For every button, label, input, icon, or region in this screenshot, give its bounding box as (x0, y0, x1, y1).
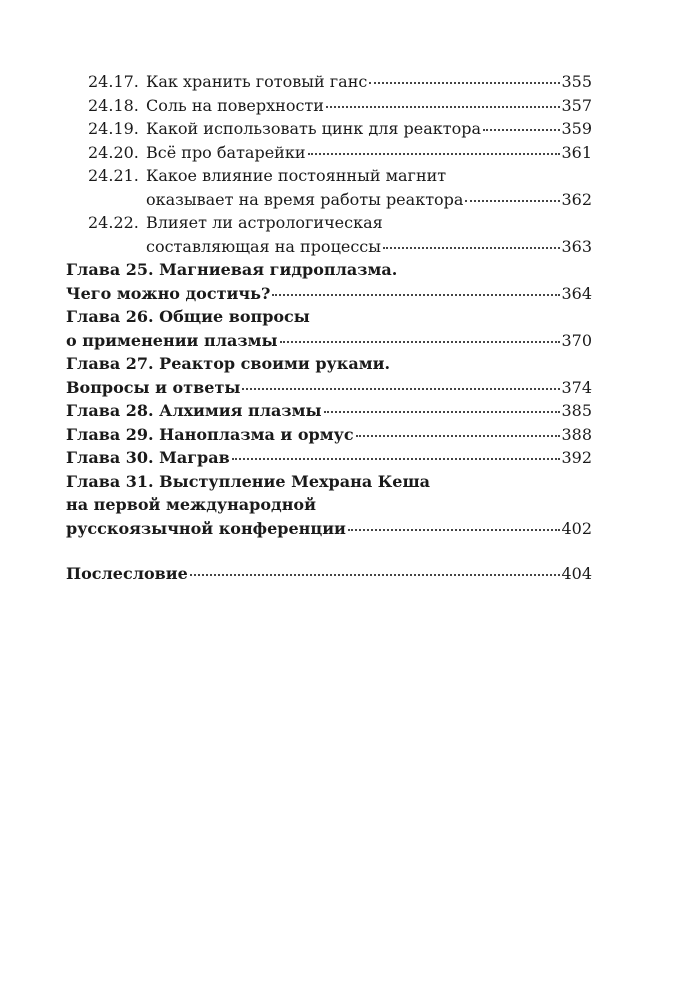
chapter-title-line: Чего можно достичь? (66, 283, 271, 303)
section-number: 24.17. (88, 72, 139, 91)
toc-entry-24-21[interactable] (66, 164, 592, 211)
toc-entry-afterword[interactable] (66, 562, 592, 586)
page-number: 388 (561, 424, 592, 444)
section-number: 24.21. (88, 166, 139, 185)
chapter-title: Глава 28. Алхимия плазмы (66, 401, 322, 420)
page-number: 374 (561, 377, 592, 397)
toc-entry-chapter-25[interactable] (66, 258, 592, 305)
chapter-title-line: русскоязычной конференции (66, 518, 346, 538)
chapter-title-line: Глава 27. Реактор своими руками. (66, 354, 391, 373)
dot-leader (348, 529, 561, 531)
page-number: 362 (561, 189, 592, 209)
section-title: Всё про батарейки (146, 142, 306, 162)
section-number: 24.20. (88, 142, 139, 162)
dot-leader (324, 411, 561, 413)
section-title: Какой использовать цинк для реактора (146, 119, 482, 138)
page-number: 361 (561, 142, 592, 162)
dot-leader (272, 294, 560, 296)
dot-leader (356, 435, 561, 437)
page-number: 355 (561, 72, 592, 91)
section-title: Соль на поверхности (146, 95, 324, 115)
toc-entry-24-20[interactable] (66, 141, 592, 165)
dot-leader (308, 153, 561, 155)
toc-entry-chapter-28[interactable] (66, 399, 592, 423)
toc-entry-24-22[interactable] (66, 211, 592, 258)
dot-leader (483, 129, 560, 131)
page-number: 359 (561, 119, 592, 138)
chapter-title-line: Вопросы и ответы (66, 377, 241, 397)
chapter-title: Глава 29. Наноплазма и ормус (66, 424, 354, 444)
toc-entry-chapter-30[interactable] (66, 446, 592, 470)
chapter-title: Глава 30. Маграв (66, 448, 230, 467)
page-number: 385 (561, 401, 592, 420)
page-number: 402 (561, 518, 592, 538)
toc-entry-chapter-27[interactable] (66, 352, 592, 399)
toc-entry-24-18[interactable] (66, 94, 592, 118)
chapter-title-line: о применении плазмы (66, 330, 278, 350)
chapter-title-line: Глава 26. Общие вопросы (66, 307, 310, 326)
afterword-title: Послесловие (66, 564, 188, 583)
dot-leader (369, 82, 560, 84)
section-number: 24.19. (88, 119, 139, 138)
toc-entry-24-19[interactable] (66, 117, 592, 141)
dot-leader (280, 341, 561, 343)
section-title-line: Влияет ли астрологическая (146, 213, 383, 232)
chapter-title-line: Глава 25. Магниевая гидроплазма. (66, 260, 398, 279)
dot-leader (383, 247, 560, 249)
toc-entry-24-17[interactable] (66, 70, 592, 94)
page-number: 404 (561, 564, 592, 583)
section-title-line: составляющая на процессы (146, 236, 381, 256)
page-number: 363 (561, 236, 592, 256)
page-number: 370 (561, 330, 592, 350)
dot-leader (190, 574, 561, 576)
section-title: Как хранить готовый ганс (146, 72, 368, 91)
dot-leader (326, 106, 561, 108)
section-title-line: оказывает на время работы реактора (146, 189, 464, 209)
section-number: 24.18. (88, 95, 139, 115)
dot-leader (232, 458, 561, 460)
dot-leader (242, 388, 560, 390)
toc-entry-chapter-26[interactable] (66, 305, 592, 352)
toc-entry-chapter-31[interactable] (66, 470, 592, 541)
section-number: 24.22. (88, 213, 139, 232)
chapter-title-line: на первой международной (66, 495, 316, 514)
table-of-contents (66, 70, 592, 586)
page-number: 364 (561, 283, 592, 303)
dot-leader (465, 200, 560, 202)
chapter-title-line: Глава 31. Выступление Мехрана Кеша (66, 471, 431, 491)
toc-entry-chapter-29[interactable] (66, 423, 592, 447)
spacer (66, 540, 592, 562)
page-number: 357 (561, 95, 592, 115)
page-number: 392 (561, 448, 592, 467)
section-title-line: Какое влияние постоянный магнит (146, 166, 447, 185)
